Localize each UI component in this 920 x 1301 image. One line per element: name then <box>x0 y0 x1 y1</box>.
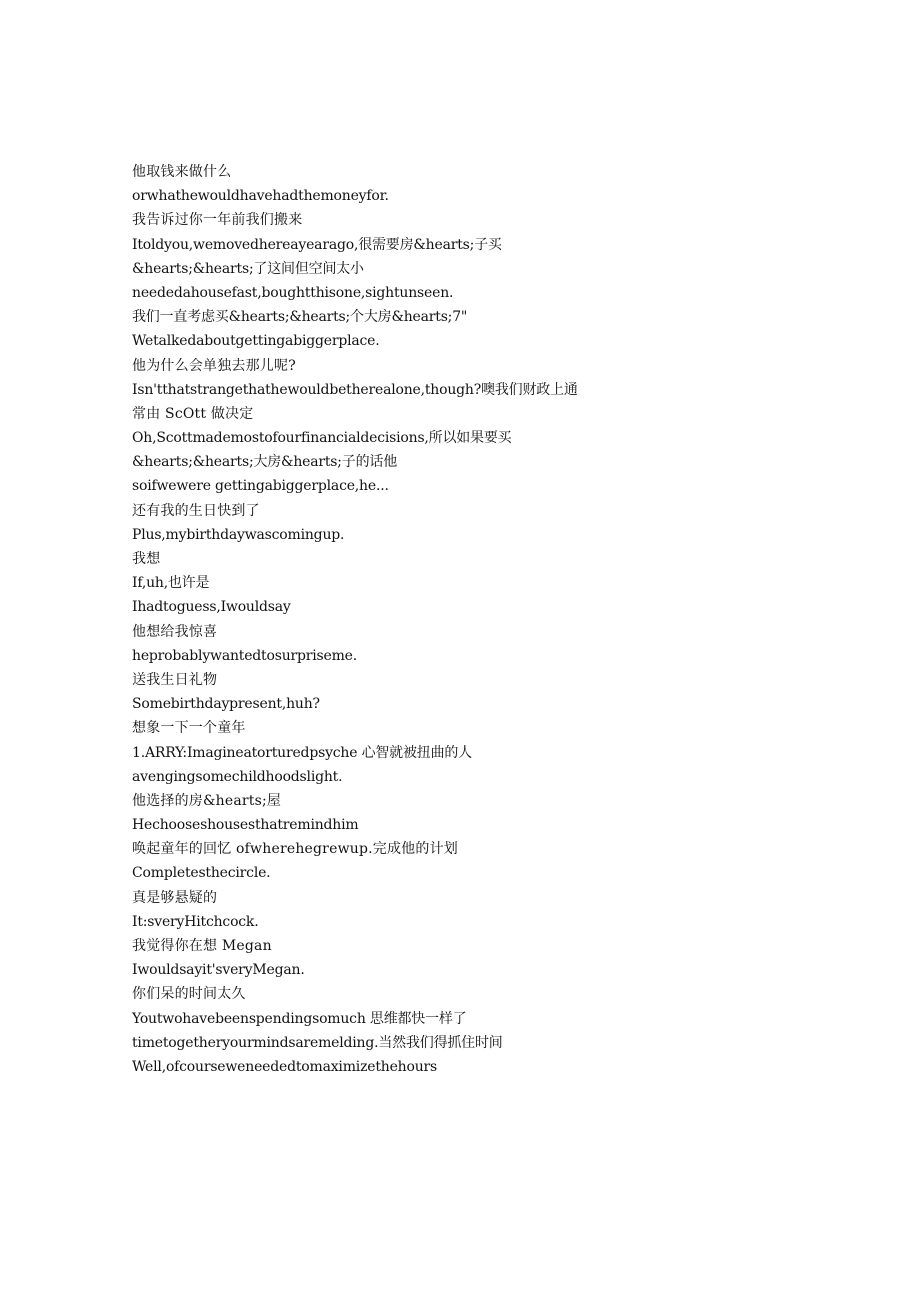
text-line: Plus,mybirthdaywascomingup. <box>132 526 345 543</box>
text-line: 我告诉过你一年前我们搬来 <box>132 212 303 229</box>
text-line: Completesthecircle. <box>132 865 271 882</box>
text-line: 他为什么会单独去那儿呢? <box>132 357 296 374</box>
text-line: Wetalkedaboutgettingabiggerplace. <box>132 333 380 350</box>
text-line: If,uh,也许是 <box>132 575 210 592</box>
text-line: 我们一直考虑买&hearts;&hearts;个大房&hearts;7" <box>132 309 468 326</box>
text-line: 我想 <box>132 551 161 567</box>
text-line: 真是够悬疑的 <box>132 889 218 906</box>
text-line: 他选择的房&hearts;屋 <box>132 792 282 809</box>
text-line: 他想给我惊喜 <box>132 623 218 640</box>
text-line: 唤起童年的回忆 ofwherehegrewup.完成他的计划 <box>132 841 458 858</box>
text-line: Somebirthdaypresent,huh? <box>132 696 320 713</box>
text-line: avengingsomechildhoodslight. <box>132 768 343 785</box>
text-line: neededahousefast,boughtthisone,sightunseen. <box>132 284 454 301</box>
text-line: 你们呆的时间太久 <box>132 986 246 1003</box>
transcript-body <box>132 160 832 1079</box>
text-line: 1.ARRY:Imagineatorturedpsyche 心智就被扭曲的人 <box>132 744 472 761</box>
text-line: &hearts;&hearts;了这间但空间太小 <box>132 260 364 277</box>
text-line: Well,ofcourseweneededtomaximizethehours <box>132 1058 437 1075</box>
text-line: Oh,Scottmademostofourfinancialdecisions,所以如果要买 <box>132 430 512 447</box>
text-line: It:sveryHitchcock. <box>132 913 259 930</box>
text-line: 常由 ScOtt 做决定 <box>132 405 254 422</box>
text-line: Ihadtoguess,Iwouldsay <box>132 599 291 616</box>
text-line: Youtwohavebeenspendingsomuch 思维都快一样了 <box>132 1010 467 1027</box>
text-line: 想象一下一个童年 <box>132 720 246 737</box>
text-line: heprobablywantedtosurpriseme. <box>132 647 358 664</box>
text-line: soifwewere gettingabiggerplace,he... <box>132 478 389 495</box>
text-line: Isn'tthatstrangethathewouldbetherealone,though?噢我们财政上通 <box>132 381 578 398</box>
text-line: &hearts;&hearts;大房&hearts;子的话他 <box>132 454 397 471</box>
text-line: Itoldyou,wemovedhereayearago,很需要房&hearts;子买 <box>132 236 502 253</box>
text-line: 送我生日礼物 <box>132 671 218 688</box>
text-line: Iwouldsayit'sveryMegan. <box>132 962 305 979</box>
text-line: 我觉得你在想 Megan <box>132 938 272 954</box>
text-line: 他取钱来做什么 <box>132 164 232 180</box>
text-line: Hechooseshousesthatremindhim <box>132 817 359 834</box>
text-line: 还有我的生日快到了 <box>132 502 260 519</box>
text-line: timetogetheryourmindsaremelding.当然我们得抓住时间 <box>132 1034 503 1051</box>
text-line: orwhathewouldhavehadthemoneyfor. <box>132 188 389 205</box>
